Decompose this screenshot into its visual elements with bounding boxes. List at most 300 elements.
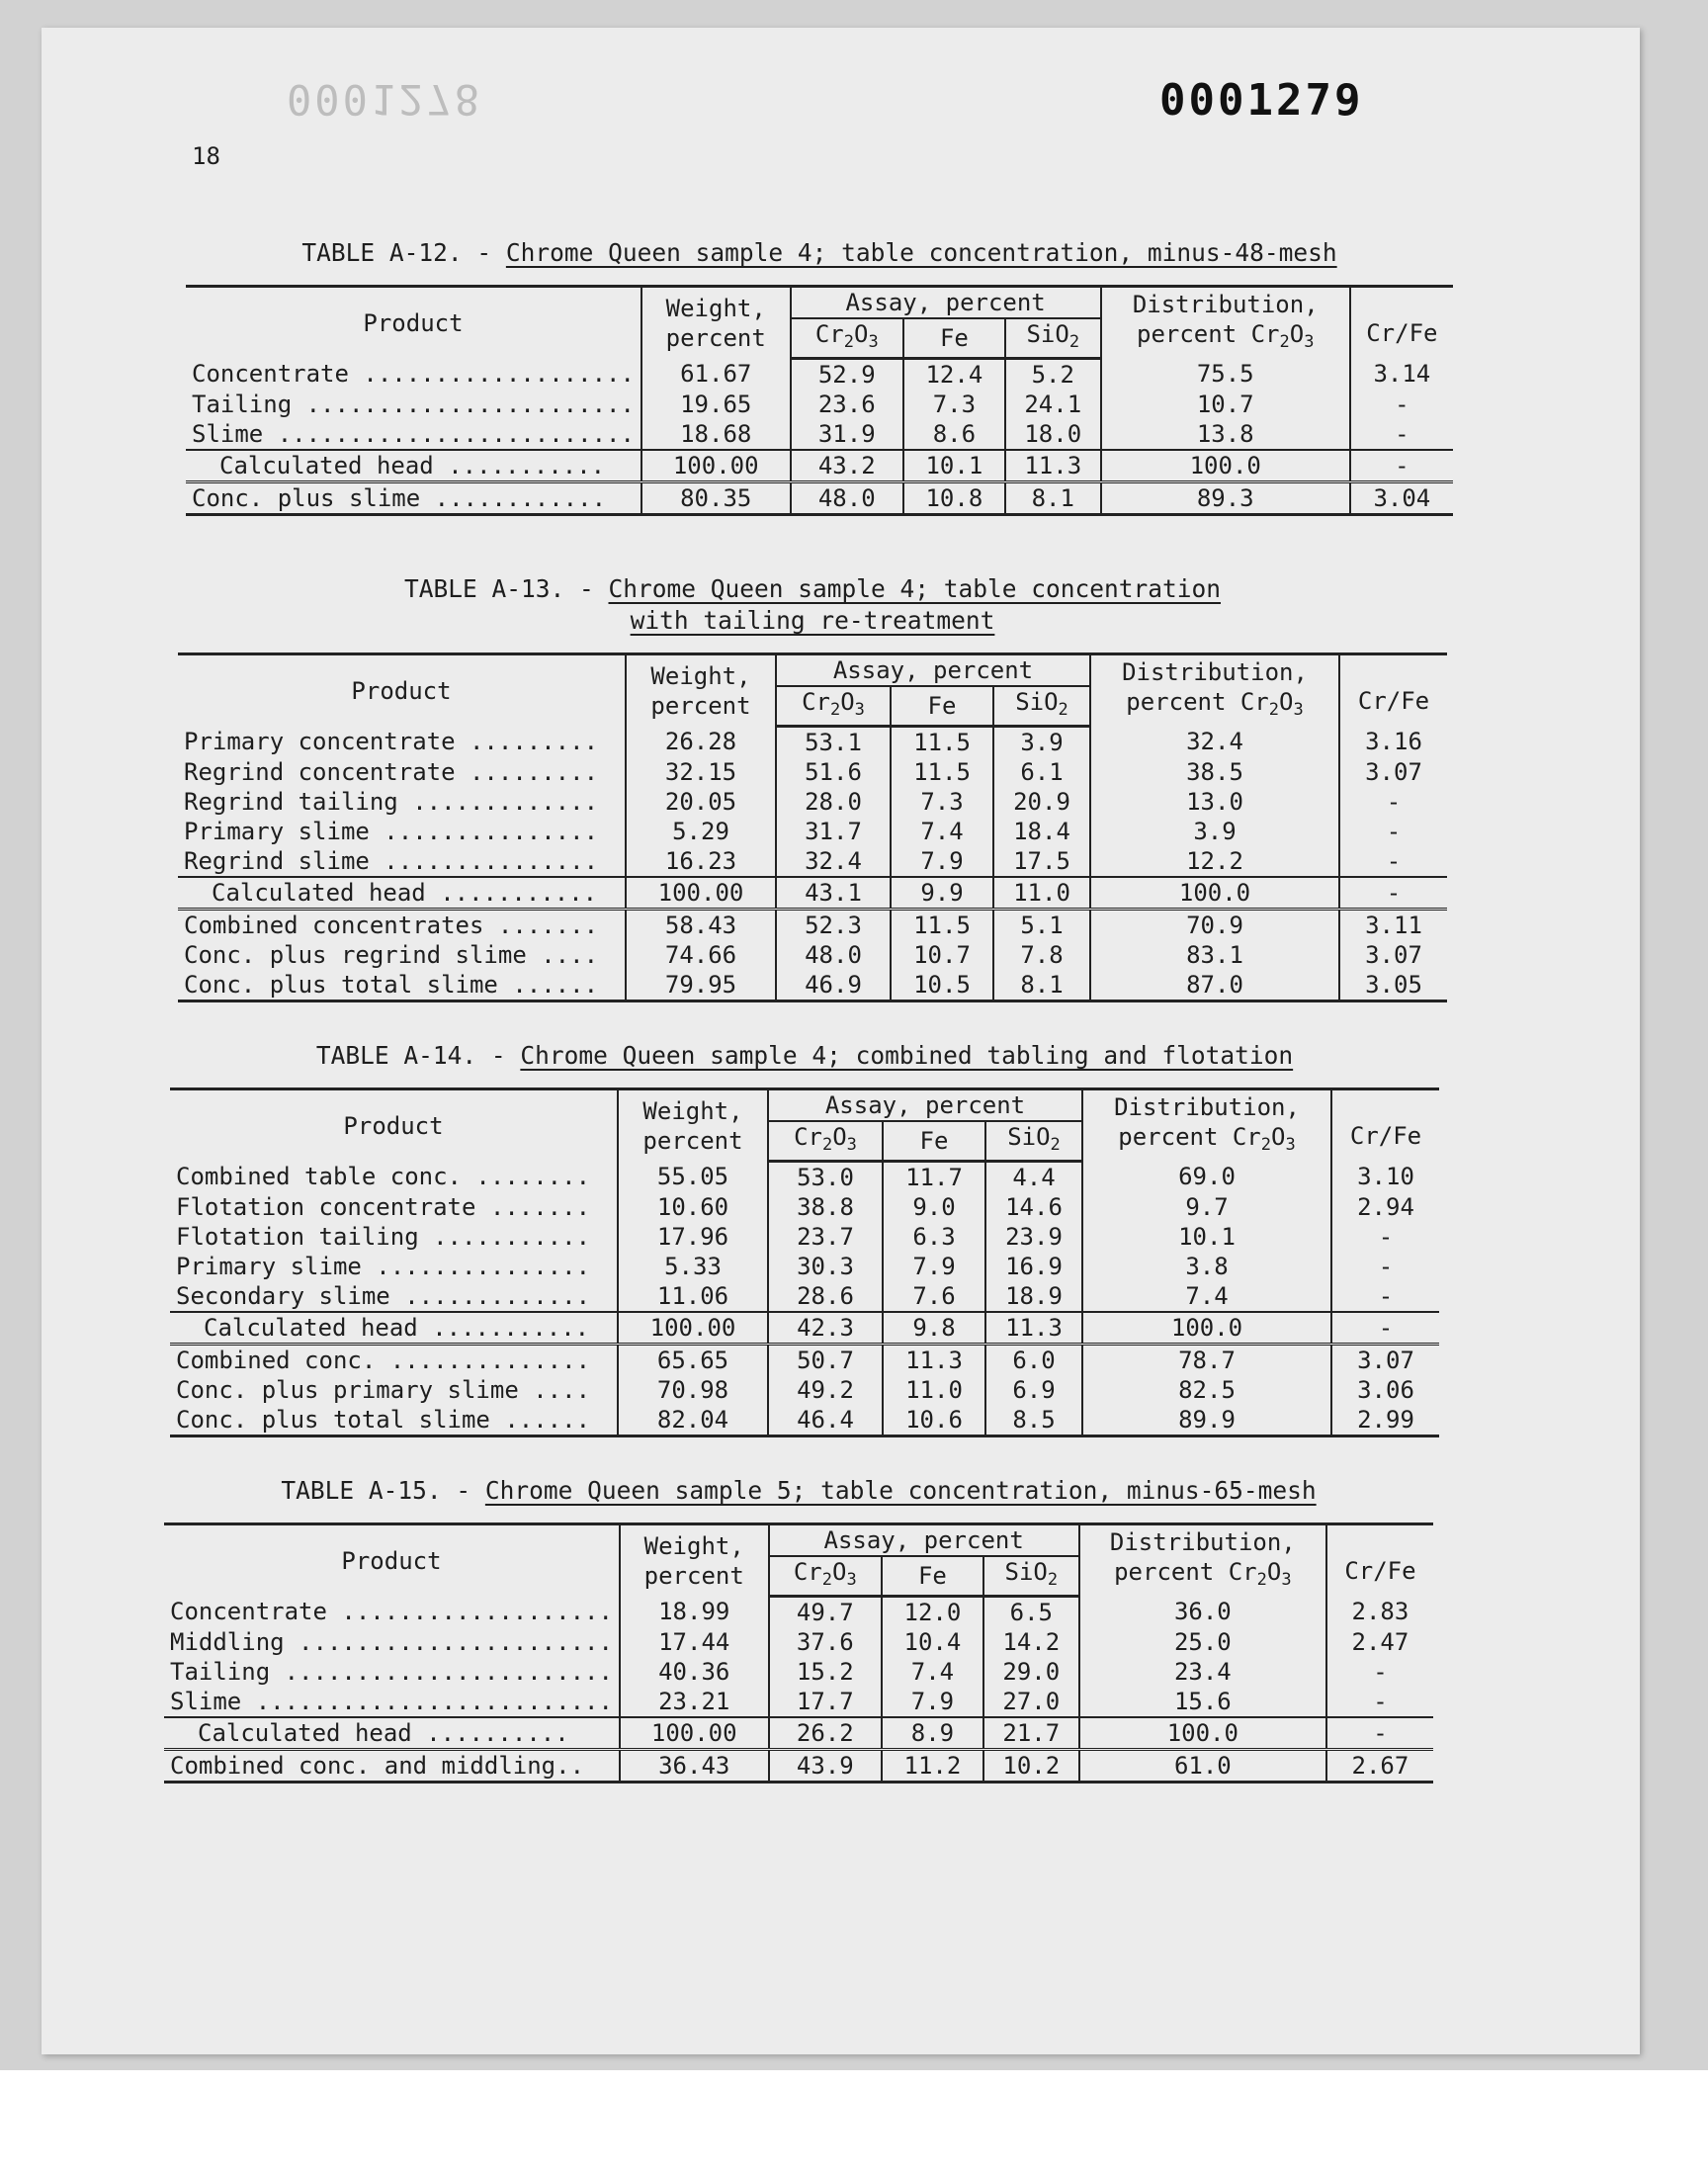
distribution-header-line-2: percent $Cr_2O_3$ <box>1114 1557 1292 1590</box>
weight-percent-cell: 20.05 <box>626 787 776 817</box>
column-header-product: Product <box>178 654 626 727</box>
distribution-cell: 25.0 <box>1079 1627 1326 1657</box>
cr2o3-assay-cell: 43.1 <box>776 877 891 910</box>
table-row <box>164 1627 1433 1657</box>
cr2o3-assay-cell: 51.6 <box>776 757 891 787</box>
weight-percent-cell: 18.68 <box>641 419 791 450</box>
calculated-head-row <box>170 1312 1439 1345</box>
distribution-cell: 70.9 <box>1090 910 1339 941</box>
column-header-cr-fe: Cr/Fe <box>1350 287 1453 359</box>
caption-line <box>178 573 1447 605</box>
distribution-cell: 89.9 <box>1082 1405 1331 1436</box>
cr2o3-assay-cell: 48.0 <box>791 482 904 515</box>
sio2-assay-cell: 29.0 <box>983 1657 1079 1687</box>
distribution-header-line-1: Distribution, <box>1109 1527 1296 1556</box>
fe-assay-cell: 10.1 <box>903 450 1005 482</box>
total-row <box>186 482 1453 515</box>
column-header-distribution <box>1090 654 1339 727</box>
header-row <box>178 654 1447 687</box>
sio2-assay-cell: 20.9 <box>993 787 1090 817</box>
cr-fe-ratio-cell: 2.67 <box>1326 1750 1433 1783</box>
column-header-fe: Fe <box>903 318 1005 359</box>
product-cell <box>178 940 626 970</box>
product-name: Combined table conc. ........ <box>176 1163 591 1191</box>
product-cell <box>164 1597 620 1628</box>
cr-fe-ratio-cell: - <box>1326 1717 1433 1750</box>
fe-assay-cell: 8.6 <box>903 419 1005 450</box>
product-name: Conc. plus primary slime .... <box>176 1376 591 1404</box>
column-header-product: Product <box>164 1524 620 1597</box>
column-header-product: Product <box>186 287 641 359</box>
cr-fe-ratio-cell: - <box>1339 846 1447 877</box>
column-header-assay: Assay, percent <box>776 654 1090 687</box>
weight-percent-cell: 5.33 <box>618 1252 768 1281</box>
cr2o3-assay-cell: 53.1 <box>776 727 891 758</box>
weight-header-line-1: Weight, <box>642 1096 743 1125</box>
table-row <box>170 1252 1439 1281</box>
cr-fe-ratio-cell: - <box>1331 1222 1439 1252</box>
product-name: Calculated head ........... <box>204 1314 590 1342</box>
cr-fe-ratio-cell: - <box>1331 1281 1439 1312</box>
product-cell <box>170 1312 618 1345</box>
distribution-header-line-1: Distribution, <box>1122 657 1308 686</box>
fe-assay-cell: 11.0 <box>883 1375 985 1405</box>
fe-assay-cell: 10.8 <box>903 482 1005 515</box>
cr2o3-assay-cell: 38.8 <box>768 1192 883 1222</box>
weight-percent-cell: 23.21 <box>620 1687 769 1717</box>
cr-fe-ratio-cell: 3.10 <box>1331 1162 1439 1193</box>
fe-assay-cell: 7.4 <box>891 817 993 846</box>
sio2-assay-cell: 6.1 <box>993 757 1090 787</box>
column-header-distribution <box>1082 1089 1331 1162</box>
column-header-cr-fe: Cr/Fe <box>1326 1524 1433 1597</box>
product-cell <box>170 1162 618 1193</box>
weight-header-line-2: percent <box>642 1126 743 1155</box>
product-cell <box>170 1222 618 1252</box>
product-name: Combined conc. and middling.. <box>170 1752 585 1780</box>
table-label: TABLE A-14. - <box>315 1041 521 1070</box>
product-name: Primary slime ............... <box>184 818 599 845</box>
header-row <box>186 287 1453 319</box>
calculated-head-row <box>186 450 1453 482</box>
sio2-assay-cell: 5.1 <box>993 910 1090 941</box>
sio2-assay-cell: 6.5 <box>983 1597 1079 1628</box>
distribution-cell: 100.0 <box>1090 877 1339 910</box>
product-name: Combined conc. .............. <box>176 1347 591 1374</box>
cr2o3-assay-cell: 26.2 <box>769 1717 883 1750</box>
fe-assay-cell: 8.9 <box>882 1717 983 1750</box>
sio2-assay-cell: 11.0 <box>993 877 1090 910</box>
product-cell <box>170 1192 618 1222</box>
total-row <box>170 1375 1439 1405</box>
table-row <box>170 1192 1439 1222</box>
cr2o3-assay-cell: 52.3 <box>776 910 891 941</box>
sio2-assay-cell: 27.0 <box>983 1687 1079 1717</box>
product-name: Calculated head ........... <box>212 879 598 907</box>
product-cell <box>178 727 626 758</box>
fe-assay-cell: 7.9 <box>891 846 993 877</box>
cr2o3-assay-cell: 23.7 <box>768 1222 883 1252</box>
cr-fe-ratio-cell: - <box>1350 419 1453 450</box>
table-label: TABLE A-15. - <box>281 1476 485 1505</box>
fe-assay-cell: 12.4 <box>903 359 1005 391</box>
product-cell <box>178 970 626 1001</box>
product-name: Conc. plus total slime ...... <box>184 971 599 999</box>
column-header-sio2: SiO$_2$ <box>1005 318 1101 359</box>
column-header-cr2o3: $Cr_2O_3$ <box>791 318 904 359</box>
column-header-cr-fe: Cr/Fe <box>1339 654 1447 727</box>
product-cell <box>186 359 641 391</box>
document-id: 0001279 <box>1159 75 1364 126</box>
fe-assay-cell: 12.0 <box>882 1597 983 1628</box>
column-header-fe: Fe <box>882 1556 983 1597</box>
product-cell <box>170 1252 618 1281</box>
product-cell <box>178 877 626 910</box>
table-block-4 <box>164 1475 1433 1784</box>
weight-percent-cell: 32.15 <box>626 757 776 787</box>
caption-line-2 <box>178 605 1447 637</box>
sio2-assay-cell: 10.2 <box>983 1750 1079 1783</box>
distribution-cell: 23.4 <box>1079 1657 1326 1687</box>
cr2o3-assay-cell: 42.3 <box>768 1312 883 1345</box>
column-header-weight <box>626 654 776 727</box>
weight-percent-cell: 19.65 <box>641 390 791 419</box>
table-caption <box>170 1040 1439 1072</box>
cr-fe-ratio-cell: - <box>1331 1252 1439 1281</box>
sio2-assay-cell: 18.4 <box>993 817 1090 846</box>
distribution-cell: 15.6 <box>1079 1687 1326 1717</box>
distribution-cell: 75.5 <box>1101 359 1350 391</box>
fe-assay-cell: 11.5 <box>891 727 993 758</box>
product-cell <box>164 1750 620 1783</box>
table-row <box>170 1162 1439 1193</box>
weight-percent-cell: 100.00 <box>626 877 776 910</box>
weight-percent-cell: 58.43 <box>626 910 776 941</box>
column-header-sio2: SiO$_2$ <box>983 1556 1079 1597</box>
column-header-fe: Fe <box>891 686 993 727</box>
fe-assay-cell: 10.5 <box>891 970 993 1001</box>
data-table <box>164 1522 1433 1784</box>
cr-fe-ratio-cell: - <box>1339 877 1447 910</box>
product-name: Regrind slime ............... <box>184 847 599 875</box>
table-title: Chrome Queen sample 5; table concentration, minus-65-mesh <box>484 1476 1317 1505</box>
weight-percent-cell: 10.60 <box>618 1192 768 1222</box>
weight-percent-cell: 16.23 <box>626 846 776 877</box>
sio2-assay-cell: 8.1 <box>993 970 1090 1001</box>
cr-fe-ratio-cell: - <box>1331 1312 1439 1345</box>
table-label: TABLE A-12. - <box>301 238 506 267</box>
sio2-assay-cell: 4.4 <box>985 1162 1082 1193</box>
weight-percent-cell: 5.29 <box>626 817 776 846</box>
cr-fe-ratio-cell: - <box>1326 1657 1433 1687</box>
table-row <box>186 359 1453 391</box>
table-title: Chrome Queen sample 4; combined tabling and flotation <box>520 1041 1294 1070</box>
weight-header-line-1: Weight, <box>665 294 766 322</box>
column-header-cr2o3: $Cr_2O_3$ <box>776 686 891 727</box>
distribution-cell: 13.8 <box>1101 419 1350 450</box>
product-name: Slime ......................... <box>192 420 635 448</box>
weight-header-line-2: percent <box>665 323 766 352</box>
table-row <box>178 817 1447 846</box>
table-row <box>178 757 1447 787</box>
total-row <box>178 910 1447 941</box>
weight-percent-cell: 40.36 <box>620 1657 769 1687</box>
product-name: Combined concentrates ....... <box>184 912 599 939</box>
cr2o3-assay-cell: 31.9 <box>791 419 904 450</box>
product-cell <box>164 1627 620 1657</box>
distribution-cell: 61.0 <box>1079 1750 1326 1783</box>
product-name: Slime ......................... <box>170 1688 613 1715</box>
cr2o3-assay-cell: 53.0 <box>768 1162 883 1193</box>
distribution-header-line-2: percent $Cr_2O_3$ <box>1137 319 1315 352</box>
weight-percent-cell: 100.00 <box>641 450 791 482</box>
distribution-cell: 100.0 <box>1101 450 1350 482</box>
weight-percent-cell: 70.98 <box>618 1375 768 1405</box>
fe-assay-cell: 7.9 <box>883 1252 985 1281</box>
cr2o3-assay-cell: 15.2 <box>769 1657 883 1687</box>
table-row <box>164 1687 1433 1717</box>
cr-fe-ratio-cell: 3.07 <box>1339 940 1447 970</box>
cr2o3-assay-cell: 46.9 <box>776 970 891 1001</box>
total-row <box>170 1405 1439 1436</box>
column-header-distribution <box>1101 287 1350 359</box>
column-header-assay: Assay, percent <box>768 1089 1082 1122</box>
product-cell <box>186 482 641 515</box>
weight-percent-cell: 100.00 <box>620 1717 769 1750</box>
caption-line <box>186 237 1453 269</box>
weight-header-line-1: Weight, <box>650 661 751 690</box>
table-row <box>186 390 1453 419</box>
sio2-assay-cell: 8.1 <box>1005 482 1101 515</box>
column-header-sio2: SiO$_2$ <box>993 686 1090 727</box>
product-name: Conc. plus slime ............ <box>192 484 607 512</box>
cr-fe-ratio-cell: 3.06 <box>1331 1375 1439 1405</box>
cr2o3-assay-cell: 28.0 <box>776 787 891 817</box>
product-cell <box>164 1657 620 1687</box>
fe-assay-cell: 9.9 <box>891 877 993 910</box>
product-name: Primary concentrate ......... <box>184 728 599 756</box>
distribution-header-line-1: Distribution, <box>1114 1092 1300 1121</box>
distribution-cell: 3.8 <box>1082 1252 1331 1281</box>
cr2o3-assay-cell: 49.7 <box>769 1597 883 1628</box>
fe-assay-cell: 9.0 <box>883 1192 985 1222</box>
sio2-assay-cell: 18.9 <box>985 1281 1082 1312</box>
cr2o3-assay-cell: 43.9 <box>769 1750 883 1783</box>
distribution-cell: 7.4 <box>1082 1281 1331 1312</box>
sio2-assay-cell: 5.2 <box>1005 359 1101 391</box>
calculated-head-row <box>164 1717 1433 1750</box>
table-block-3 <box>170 1040 1439 1437</box>
fe-assay-cell: 7.9 <box>882 1687 983 1717</box>
sio2-assay-cell: 3.9 <box>993 727 1090 758</box>
cr2o3-assay-cell: 49.2 <box>768 1375 883 1405</box>
product-cell <box>178 757 626 787</box>
cr2o3-assay-cell: 32.4 <box>776 846 891 877</box>
fe-assay-cell: 7.6 <box>883 1281 985 1312</box>
total-row <box>164 1750 1433 1783</box>
cr-fe-ratio-cell: 2.47 <box>1326 1627 1433 1657</box>
header-row <box>170 1089 1439 1122</box>
weight-header-line-2: percent <box>643 1561 744 1590</box>
column-header-sio2: SiO$_2$ <box>985 1121 1082 1162</box>
fe-assay-cell: 6.3 <box>883 1222 985 1252</box>
sio2-assay-cell: 6.0 <box>985 1345 1082 1376</box>
cr-fe-ratio-cell: - <box>1339 817 1447 846</box>
product-name: Secondary slime ............. <box>176 1282 591 1310</box>
cr2o3-assay-cell: 30.3 <box>768 1252 883 1281</box>
cr-fe-ratio-cell: 3.14 <box>1350 359 1453 391</box>
distribution-cell: 89.3 <box>1101 482 1350 515</box>
cr2o3-assay-cell: 46.4 <box>768 1405 883 1436</box>
product-cell <box>170 1405 618 1436</box>
product-cell <box>164 1717 620 1750</box>
product-cell <box>186 390 641 419</box>
distribution-cell: 38.5 <box>1090 757 1339 787</box>
sio2-assay-cell: 11.3 <box>985 1312 1082 1345</box>
data-table <box>186 285 1453 516</box>
distribution-cell: 13.0 <box>1090 787 1339 817</box>
distribution-cell: 82.5 <box>1082 1375 1331 1405</box>
distribution-cell: 9.7 <box>1082 1192 1331 1222</box>
distribution-cell: 78.7 <box>1082 1345 1331 1376</box>
weight-percent-cell: 100.00 <box>618 1312 768 1345</box>
product-cell <box>186 419 641 450</box>
product-name: Calculated head .......... <box>198 1719 569 1747</box>
sio2-assay-cell: 21.7 <box>983 1717 1079 1750</box>
cr-fe-ratio-cell: 3.11 <box>1339 910 1447 941</box>
product-name: Concentrate ................... <box>192 360 635 389</box>
distribution-cell: 100.0 <box>1079 1717 1326 1750</box>
sio2-assay-cell: 6.9 <box>985 1375 1082 1405</box>
product-name: Flotation tailing ........... <box>176 1223 591 1251</box>
cr2o3-assay-cell: 43.2 <box>791 450 904 482</box>
product-name: Concentrate ................... <box>170 1598 613 1626</box>
product-cell <box>178 846 626 877</box>
product-name: Tailing ....................... <box>170 1658 613 1686</box>
fe-assay-cell: 7.4 <box>882 1657 983 1687</box>
page-number: 18 <box>192 142 220 170</box>
cr-fe-ratio-cell: - <box>1339 787 1447 817</box>
weight-percent-cell: 17.96 <box>618 1222 768 1252</box>
sio2-assay-cell: 17.5 <box>993 846 1090 877</box>
weight-percent-cell: 36.43 <box>620 1750 769 1783</box>
product-cell <box>178 787 626 817</box>
table-row <box>178 846 1447 877</box>
weight-percent-cell: 17.44 <box>620 1627 769 1657</box>
table-row <box>186 419 1453 450</box>
weight-percent-cell: 61.67 <box>641 359 791 391</box>
sio2-assay-cell: 8.5 <box>985 1405 1082 1436</box>
fe-assay-cell: 11.5 <box>891 910 993 941</box>
data-table <box>170 1088 1439 1437</box>
column-header-product: Product <box>170 1089 618 1162</box>
column-header-cr-fe: Cr/Fe <box>1331 1089 1439 1162</box>
cr-fe-ratio-cell: - <box>1326 1687 1433 1717</box>
distribution-cell: 12.2 <box>1090 846 1339 877</box>
fe-assay-cell: 11.5 <box>891 757 993 787</box>
distribution-cell: 32.4 <box>1090 727 1339 758</box>
sio2-assay-cell: 14.6 <box>985 1192 1082 1222</box>
sio2-assay-cell: 7.8 <box>993 940 1090 970</box>
product-name: Flotation concentrate ....... <box>176 1193 591 1221</box>
table-row <box>178 727 1447 758</box>
cr-fe-ratio-cell: 3.16 <box>1339 727 1447 758</box>
product-cell <box>178 910 626 941</box>
fe-assay-cell: 10.6 <box>883 1405 985 1436</box>
sio2-assay-cell: 14.2 <box>983 1627 1079 1657</box>
product-name: Middling ...................... <box>170 1628 613 1656</box>
cr2o3-assay-cell: 37.6 <box>769 1627 883 1657</box>
distribution-cell: 10.1 <box>1082 1222 1331 1252</box>
distribution-header-line-2: percent $Cr_2O_3$ <box>1118 1122 1296 1155</box>
cr-fe-ratio-cell: 3.05 <box>1339 970 1447 1001</box>
column-header-assay: Assay, percent <box>791 287 1101 319</box>
cr2o3-assay-cell: 17.7 <box>769 1687 883 1717</box>
header-row <box>164 1524 1433 1557</box>
fe-assay-cell: 11.7 <box>883 1162 985 1193</box>
cr2o3-assay-cell: 28.6 <box>768 1281 883 1312</box>
product-name: Conc. plus total slime ...... <box>176 1406 591 1434</box>
product-cell <box>170 1345 618 1376</box>
column-header-cr2o3: $Cr_2O_3$ <box>769 1556 883 1597</box>
column-header-assay: Assay, percent <box>769 1524 1079 1557</box>
column-header-weight <box>620 1524 769 1597</box>
fe-assay-cell: 7.3 <box>903 390 1005 419</box>
column-header-fe: Fe <box>883 1121 985 1162</box>
table-label: TABLE A-13. - <box>403 574 609 603</box>
fe-assay-cell: 11.2 <box>882 1750 983 1783</box>
cr-fe-ratio-cell: 3.07 <box>1339 757 1447 787</box>
cr2o3-assay-cell: 48.0 <box>776 940 891 970</box>
cr2o3-assay-cell: 23.6 <box>791 390 904 419</box>
fe-assay-cell: 11.3 <box>883 1345 985 1376</box>
cr-fe-ratio-cell: - <box>1350 390 1453 419</box>
sio2-assay-cell: 23.9 <box>985 1222 1082 1252</box>
column-header-cr2o3: $Cr_2O_3$ <box>768 1121 883 1162</box>
fe-assay-cell: 10.7 <box>891 940 993 970</box>
product-name: Regrind concentrate ......... <box>184 758 599 786</box>
cr2o3-assay-cell: 52.9 <box>791 359 904 391</box>
product-name: Calculated head ........... <box>219 452 606 479</box>
column-header-distribution <box>1079 1524 1326 1597</box>
distribution-cell: 3.9 <box>1090 817 1339 846</box>
product-name: Conc. plus regrind slime .... <box>184 941 599 969</box>
weight-percent-cell: 26.28 <box>626 727 776 758</box>
bleed-through-id: 0001278 <box>287 75 483 124</box>
table-row <box>170 1281 1439 1312</box>
weight-percent-cell: 11.06 <box>618 1281 768 1312</box>
total-row <box>178 970 1447 1001</box>
product-cell <box>186 450 641 482</box>
table-block-2 <box>178 573 1447 1002</box>
table-row <box>164 1657 1433 1687</box>
sio2-assay-cell: 18.0 <box>1005 419 1101 450</box>
product-cell <box>164 1687 620 1717</box>
distribution-cell: 36.0 <box>1079 1597 1326 1628</box>
weight-percent-cell: 79.95 <box>626 970 776 1001</box>
weight-header-line-2: percent <box>650 691 751 720</box>
data-table <box>178 652 1447 1002</box>
table-title: Chrome Queen sample 4; table concentration, minus-48-mesh <box>505 238 1337 267</box>
weight-percent-cell: 82.04 <box>618 1405 768 1436</box>
distribution-header-line-2: percent $Cr_2O_3$ <box>1126 687 1304 720</box>
table-title-continued: with tailing re-treatment <box>630 606 995 635</box>
product-cell <box>170 1281 618 1312</box>
column-header-weight <box>641 287 791 359</box>
table-block-1 <box>186 237 1453 516</box>
cr-fe-ratio-cell: 2.83 <box>1326 1597 1433 1628</box>
distribution-cell: 10.7 <box>1101 390 1350 419</box>
